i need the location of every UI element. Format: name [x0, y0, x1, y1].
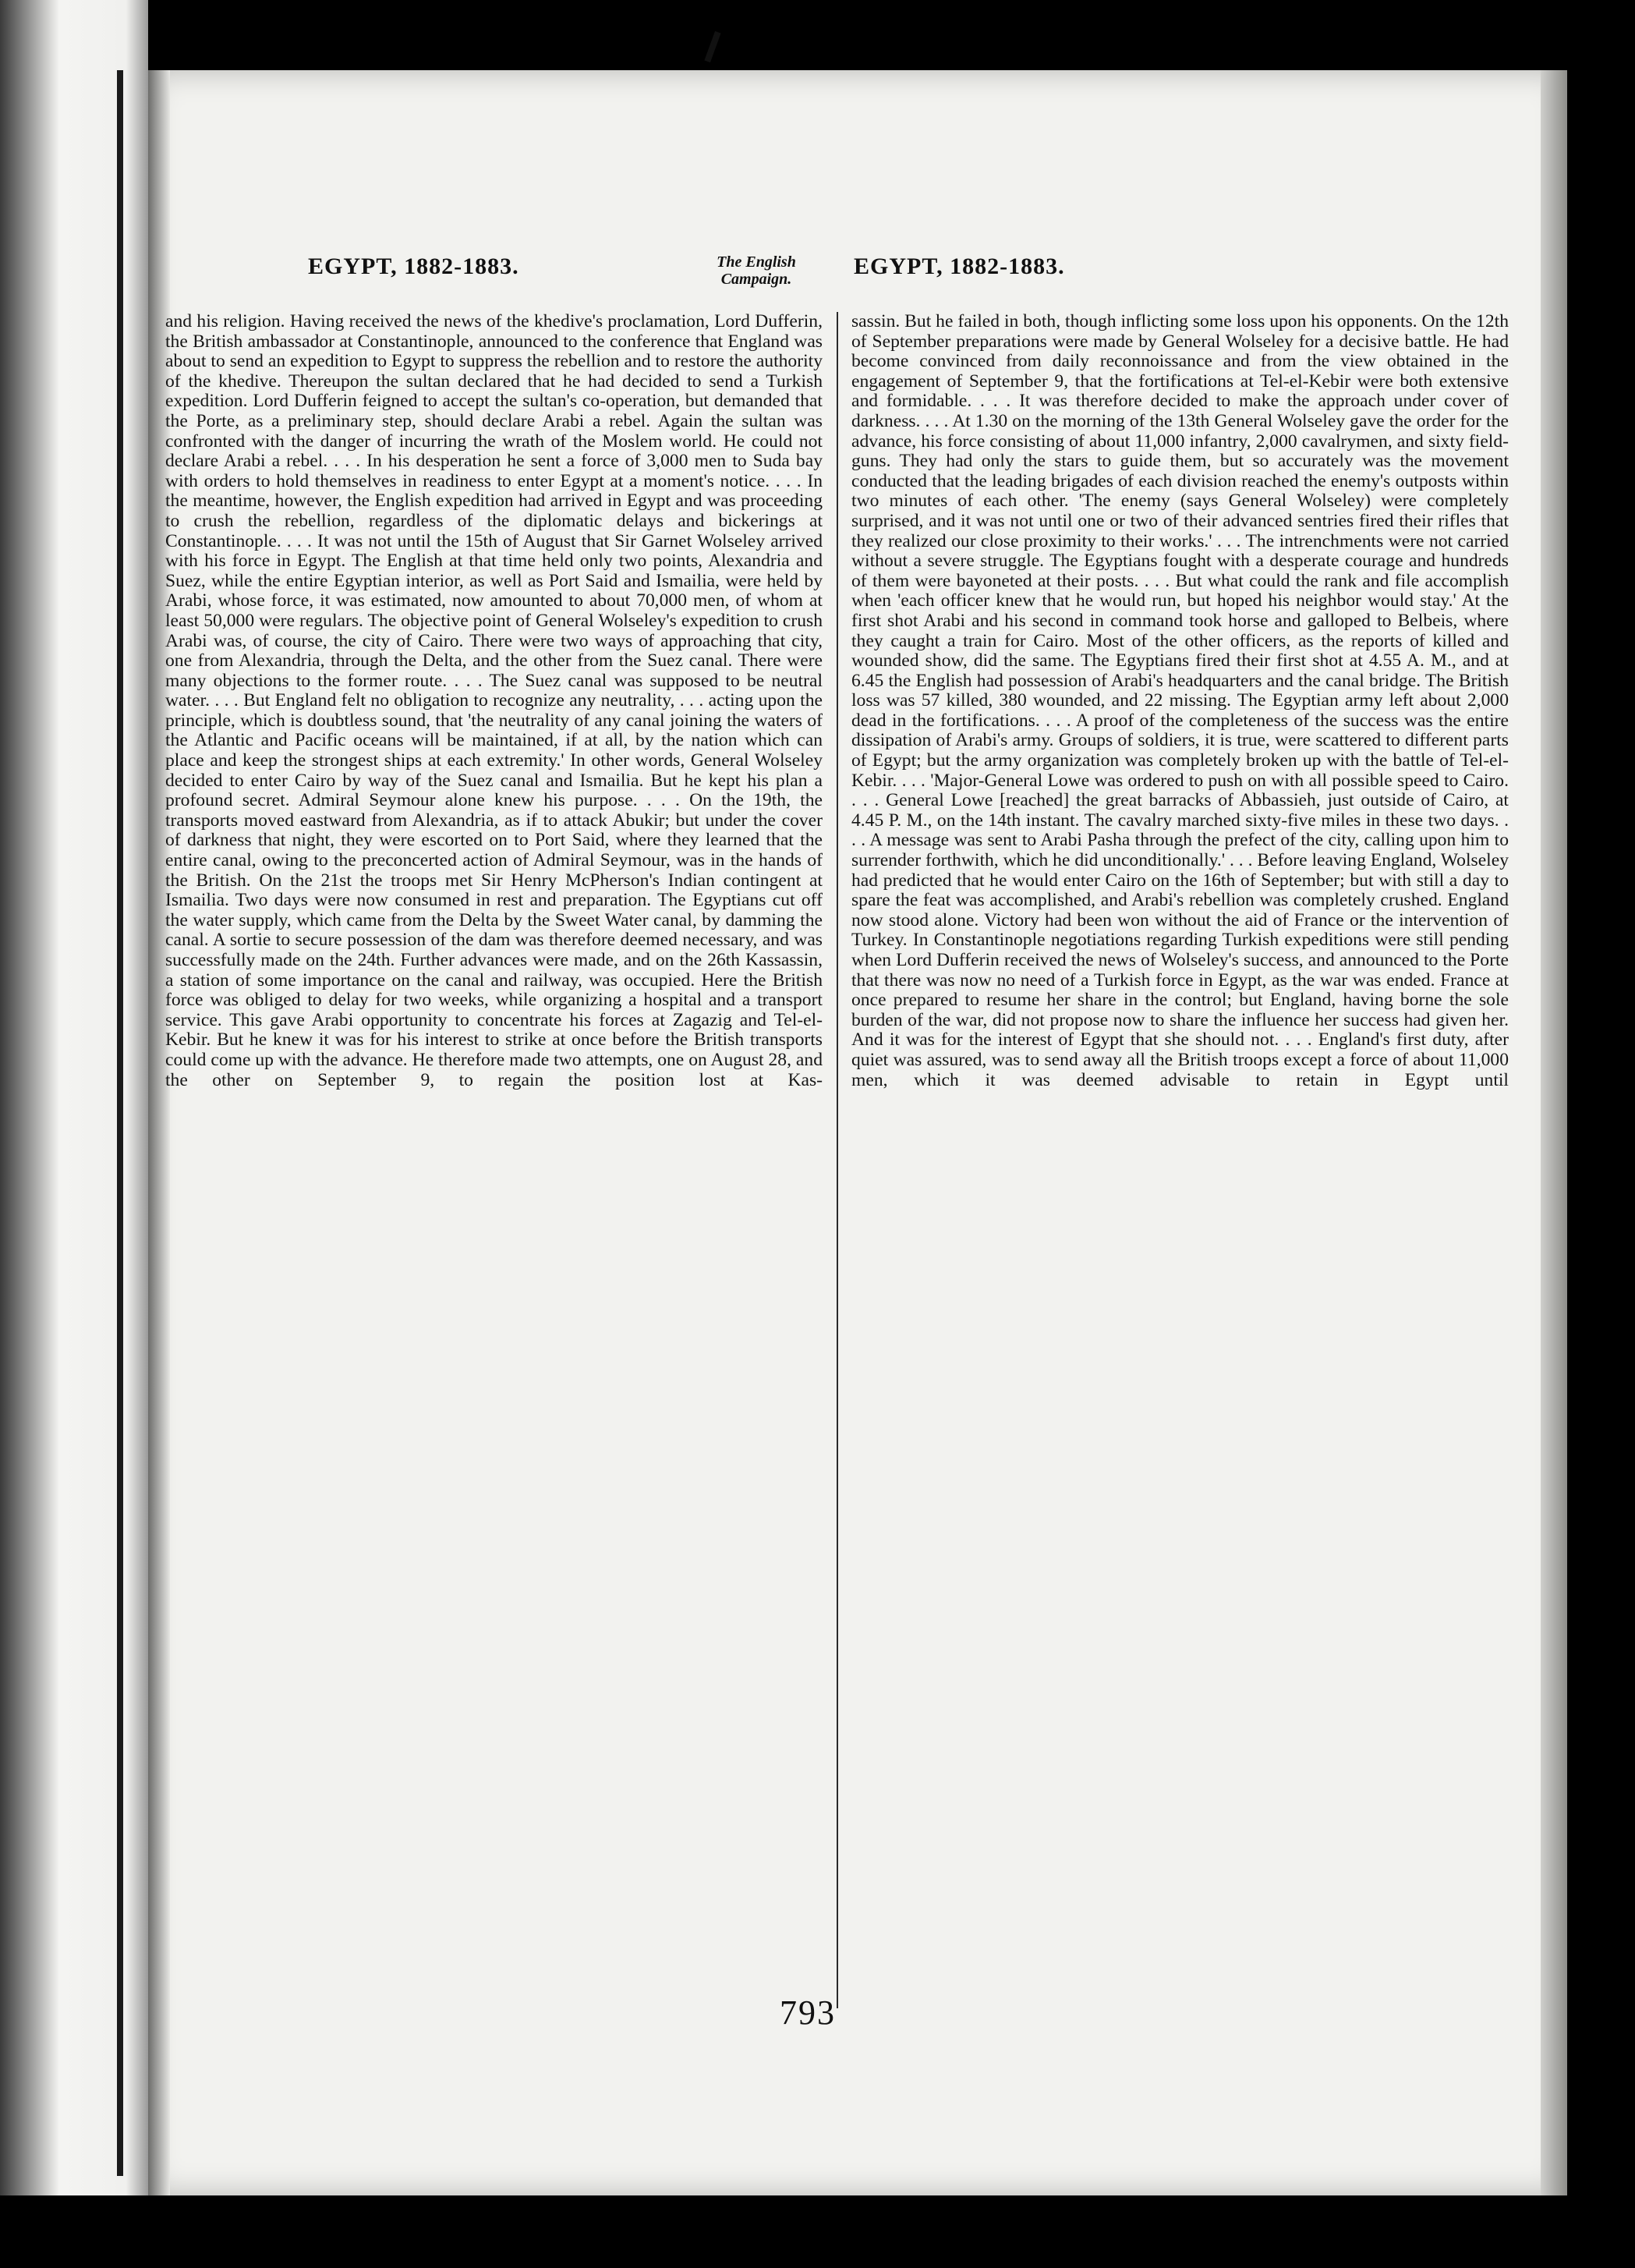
text-column-right — [851, 312, 1509, 2008]
running-head-right: EGYPT, 1882-1883. — [854, 253, 1065, 279]
scan-border — [0, 2195, 1635, 2268]
page-fore-edge — [1541, 70, 1567, 2195]
marginal-heading-line1: The English — [717, 253, 796, 271]
page-number: 793 — [780, 1993, 836, 2032]
left-column-paragraph: and his religion. Having received the news of the khedive's proclamation, Lord Dufferin, the British ambassador at Constantinople, announced to the conference that England was about to send an expedition to Egypt to suppress the rebellion and to restore the authority of the khedive. Thereupon the sultan declared that he had decided to send a Turkish expedition. Lord Dufferin feigned to accept the sultan's co-operation, but demanded that the Porte, as a preliminary step, should declare Arabi a rebel. Again the sultan was confronted with the danger of incurring the wrath of the Moslem world. He could not declare Arabi a rebel. . . . In his desperation he sent a force of 3,000 men to Suda bay with orders to hold themselves in readiness to enter Egypt at a moment's notice. . . . In the meantime, however, the English expedition had arrived in Egypt and was proceeding to crush the rebellion, regardless of the diplomatic delays and bickerings at Constantinople. . . . It was not until the 15th of August that Sir Garnet Wolseley arrived with his force in Egypt. The English at that time held only two points, Alexandria and Suez, while the entire Egyptian interior, as well as Port Said and Ismailia, were held by Arabi, whose force, it was estimated, now amounted to about 70,000 men, of whom at least 50,000 were regulars. The objective point of General Wolseley's expedition to crush Arabi was, of course, the city of Cairo. There were two ways of approaching that city, one from Alexandria, through the Delta, and the other from the Suez canal. There were many objections to the former route. . . . The Suez canal was supposed to be neutral water. . . . But England felt no obligation to recognize any neutrality, . . . acting upon the principle, which is doubtless sound, that 'the neutrality of any canal joining the waters of the Atlantic and Pacific oceans will be maintained, if at all, by the nation which can place and keep the strongest ships at each extremity.' In other words, General Wolseley decided to enter Cairo by way of the Suez canal and Ismailia. But he kept his plan a profound secret. Admiral Seymour alone knew his purpose. . . . On the 19th, the transports moved eastward from Alexandria, as if to attack Abukir; but under the cover of darkness that night, they were escorted on to Port Said, where they learned that the entire canal, owing to the preconcerted action of Admiral Seymour, was in the hands of the British. On the 21st the troops met Sir Henry McPherson's Indian contingent at Ismailia. Two days were now consumed in rest and preparation. The Egyptians cut off the water supply, which came from the Delta by the Sweet Water canal, by damming the canal. A sortie to secure possession of the dam was therefore deemed necessary, and was successfully made on the 24th. Further advances were made, and on the 26th Kassassin, a station of some importance on the canal and railway, was occupied. Here the British force was obliged to delay for two weeks, while organizing a hospital and a transport service. This gave Arabi opportunity to concentrate his forces at Zagazig and Tel-el-Kebir. But he knew it was for his interest to strike at once before the British transports could come up with the advance. He therefore made two attempts, one on August 28, and the other on September 9, to regain the position lost at Kas- — [165, 312, 823, 1090]
running-head — [0, 183, 1635, 288]
text-column-left — [165, 312, 823, 2008]
column-rule — [837, 312, 838, 2008]
marginal-heading — [624, 253, 889, 288]
facing-page-edge — [0, 0, 148, 2268]
right-column-paragraph: sassin. But he failed in both, though inflicting some loss upon his opponents. On the 12th of September preparations were made by General Wolseley for a decisive battle. He had become convinced from daily reconnoissance and from the view obtained in the engagement of September 9, that the fortifications at Tel-el-Kebir were both extensive and formidable. . . . It was therefore decided to make the approach under cover of darkness. . . . At 1.30 on the morning of the 13th General Wolseley gave the order for the advance, his force consisting of about 11,000 infantry, 2,000 cavalrymen, and sixty field-guns. They had only the stars to guide them, but so accurately was the movement conducted that the leading brigades of each division reached the enemy's outposts within two minutes of each other. 'The enemy (says General Wolseley) were completely surprised, and it was not until one or two of their advanced sentries fired their rifles that they realized our close proximity to their works.' . . . The intrenchments were not carried without a severe struggle. The Egyptians fought with a desperate courage and hundreds of them were bayoneted at their posts. . . . But what could the rank and file accomplish when 'each officer knew that he would run, but hoped his neighbor would stay.' At the first shot Arabi and his second in command took horse and galloped to Belbeis, where they caught a train for Cairo. Most of the other officers, as the reports of killed and wounded show, did the same. The Egyptians fired their first shot at 4.55 A. M., and at 6.45 the English had possession of Arabi's headquarters and the canal bridge. The British loss was 57 killed, 380 wounded, and 22 missing. The Egyptian army left about 2,000 dead in the fortifications. . . . A proof of the completeness of the success was the entire dissipation of Arabi's army. Groups of soldiers, it is true, were scattered to different parts of Egypt; but the army organization was completely broken up with the battle of Tel-el-Kebir. . . . 'Major-General Lowe was ordered to push on with all possible speed to Cairo. . . . General Lowe [reached] the great barracks of Abbassieh, just outside of Cairo, at 4.45 P. M., on the 14th instant. The cavalry marched sixty-five miles in these two days. . . . A message was sent to Arabi Pasha through the prefect of the city, calling upon him to surrender forthwith, which he did unconditionally.' . . . Before leaving England, Wolseley had predicted that he would enter Cairo on the 16th of September; but with still a day to spare the feat was accomplished, and Arabi's rebellion was completely crushed. England now stood alone. Victory had been won without the aid of France or the intervention of Turkey. In Constantinople negotiations regarding Turkish expeditions were still pending when Lord Dufferin received the news of Wolseley's success, and announced to the Porte that there was now no need of a Turkish force in Egypt, as the war was ended. France at once prepared to resume her share in the control; but England, having borne the sole burden of the war, did not propose now to share the influence her success had given her. And it was for the interest of Egypt that she should not. . . . England's first duty, after quiet was assured, was to send away all the British troops except a force of about 11,000 men, which it was deemed advisable to retain in Egypt until — [851, 312, 1509, 1090]
binding-shadow — [117, 70, 123, 2176]
marginal-heading-line2: Campaign. — [720, 271, 792, 288]
film-mark — [704, 31, 720, 62]
running-head-left: EGYPT, 1882-1883. — [308, 253, 519, 279]
